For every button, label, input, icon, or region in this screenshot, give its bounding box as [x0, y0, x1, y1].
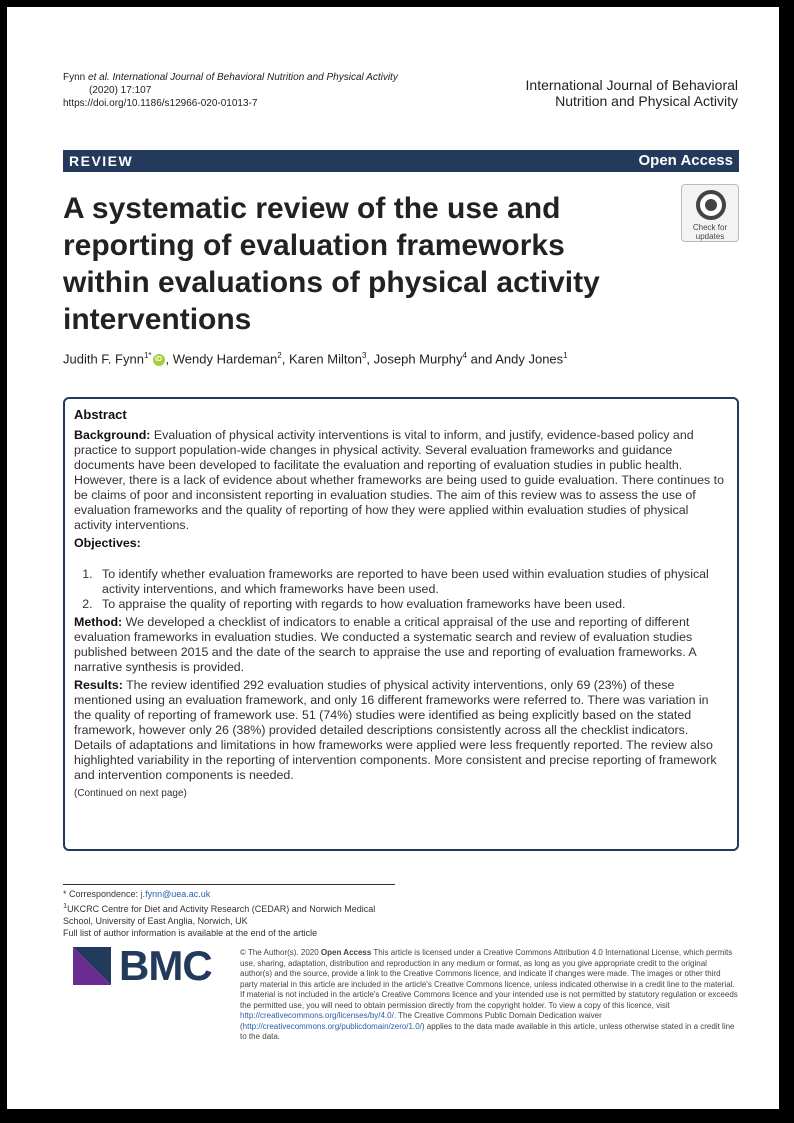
bmc-logo-mark-icon: [73, 947, 111, 985]
continued-note: (Continued on next page): [74, 788, 187, 799]
journal-name: [526, 77, 738, 109]
method-text: We developed a checklist of indicators to enable a critical appraisal of the use and reporting of different evaluation frameworks in evaluation studies. We conducted a systematic search and review of evaluation studies published between 2015 and the date of the search to appraise the use and reporting of evaluation frameworks. A narrative synthesis is provided.: [74, 615, 697, 674]
license-link-zero[interactable]: http://creativecommons.org/publicdomain/zero/1.0/: [242, 1021, 422, 1031]
abstract-method: [74, 615, 729, 675]
objectives-list: [96, 567, 729, 612]
author-name[interactable]: Joseph Murphy: [373, 351, 463, 367]
author-affil: 1*: [143, 351, 152, 360]
author-name[interactable]: Andy Jones: [495, 351, 564, 367]
citation-volume: (2020) 17:107: [89, 85, 152, 96]
orcid-icon[interactable]: iD: [153, 354, 165, 366]
abstract-objectives: [74, 536, 729, 551]
article-title: A systematic review of the use and reporting of evaluation frameworks within evaluations of physical activity interventions: [63, 192, 600, 336]
author-name[interactable]: Wendy Hardeman: [172, 351, 278, 367]
full-list-note: Full list of author information is available at the end of the article: [63, 928, 318, 938]
open-access-label: Open Access: [638, 152, 733, 169]
author-name[interactable]: Judith F. Fynn: [63, 351, 144, 367]
results-text: The review identified 292 evaluation studies of physical activity interventions, only 69 (23%) of these mentioned using an evaluation framework, and only 16 different frameworks were referred to. There was variation in the quality of reporting of framework use. 51 (74%) studies were identified as being explicitly based on the stated framework, however only 26 (38%) provided detailed descriptions consistently across all the checklist indicators. Details of adaptations and limitations in how frameworks were applied were less frequently reported. The review also highlighted variability in the reporting of intervention components. More consistent and precise reporting of framework and intervention components is needed.: [74, 678, 717, 782]
citation-journal: International Journal of Behavioral Nutrition and Physical Activity: [112, 72, 398, 83]
citation-authors: Fynn: [63, 72, 86, 83]
affiliation-sup: 1: [63, 901, 68, 910]
author-affil: 4: [462, 351, 467, 360]
check-for-updates-badge[interactable]: [681, 184, 739, 242]
abstract-results: [74, 678, 729, 783]
license-open-access: Open Access: [320, 948, 372, 957]
correspondence-label: * Correspondence:: [63, 889, 139, 899]
license-lead: © The Author(s). 2020: [240, 948, 319, 957]
paper-page: [7, 7, 779, 1109]
license-body-2: . The Creative Commons Public Domain Dedication waiver (: [240, 1011, 602, 1031]
method-label: Method:: [74, 615, 123, 629]
crossmark-icon: [696, 190, 726, 220]
license-body: This article is licensed under a Creative Commons Attribution 4.0 International License, which permits use, sharing, adaptation, distribution and reproduction in any medium or format, as long as you give appropriate credit to the original author(s) and the source, provide a link to the Creative Commons licence, and indicate if changes were made. The images or other third party material in this article are included in the article's Creative Commons licence, unless indicated otherwise in a credit line to the material. If material is not included in the article's Creative Commons licence and your intended use is not permitted by statutory regulation or exceeds the permitted use, you will need to obtain permission directly from the copyright holder. To view a copy of this licence, visit: [240, 948, 738, 1010]
abstract-background: [74, 428, 729, 533]
author-affil: 1: [563, 351, 568, 360]
objective-item: 2. To appraise the quality of reporting with regards to how evaluation frameworks have been used.: [96, 597, 729, 612]
citation-line: [63, 71, 443, 84]
affiliation-text: UKCRC Centre for Diet and Activity Research (CEDAR) and Norwich Medical School, University of East Anglia, Norwich, UK: [63, 904, 376, 926]
correspondence-line: [63, 888, 403, 900]
article-type-label: REVIEW: [69, 153, 134, 169]
author-affil: 3: [361, 351, 367, 360]
correspondence-email[interactable]: j.fynn@uea.ac.uk: [140, 889, 211, 899]
license-text: [240, 948, 740, 1043]
author-name[interactable]: Karen Milton: [288, 351, 362, 367]
authors-and: and: [470, 351, 493, 367]
author-affil: 2: [277, 351, 282, 360]
badge-text: [682, 223, 738, 241]
license-link-by[interactable]: http://creativecommons.org/licenses/by/4.0/: [240, 1011, 394, 1020]
bmc-logo[interactable]: [73, 942, 223, 989]
abstract-box: [63, 397, 739, 851]
abstract-heading: Abstract: [74, 407, 127, 422]
journal-name-line1: International Journal of Behavioral: [525, 77, 738, 93]
license-body-3: ) applies to the data made available in this article, unless otherwise stated in a credit line to the data.: [240, 1021, 735, 1041]
badge-line2: updates: [695, 232, 725, 241]
affiliation-line: [63, 900, 403, 927]
footnote-divider: [63, 884, 395, 885]
journal-name-line2: Nutrition and Physical Activity: [555, 93, 738, 109]
author-list: Judith F. Fynn$^{1*}$ iD , Wendy Hardeman$^2$, Karen Milton$^3$, Joseph Murphy$^4$ and Andy Jones$^1$: [63, 351, 568, 367]
bmc-logo-text: BMC: [119, 942, 212, 989]
citation-etal: et al.: [88, 72, 110, 83]
doi-link[interactable]: https://doi.org/10.1186/s12966-020-01013-7: [63, 98, 258, 109]
background-label: Background:: [74, 428, 151, 442]
badge-line1: Check for: [692, 223, 728, 232]
results-label: Results:: [74, 678, 123, 692]
objective-item: 1. To identify whether evaluation frameworks are reported to have been used within evaluation studies of physical activity interventions, and which frameworks have been used.: [96, 567, 729, 597]
objectives-label: Objectives:: [74, 536, 141, 550]
citation-block: [63, 71, 443, 110]
article-type-banner: [63, 150, 739, 172]
background-text: Evaluation of physical activity interventions is vital to inform, and justify, evidence-based policy and practice to support population-wide changes in physical activity. Several evaluation frameworks and guidance documents have been developed to facilitate the evaluation and reporting of evaluation studies in public health. However, there is a lack of evidence about whether frameworks are being used to guide evaluation. There continues to be claims of poor and inconsistent reporting in evaluation studies. The aim of this review was to assess the use of evaluation frameworks and the quality of reporting of how they were applied within evaluation studies of physical activity interventions.: [74, 428, 724, 532]
footnote-block: [63, 888, 403, 939]
